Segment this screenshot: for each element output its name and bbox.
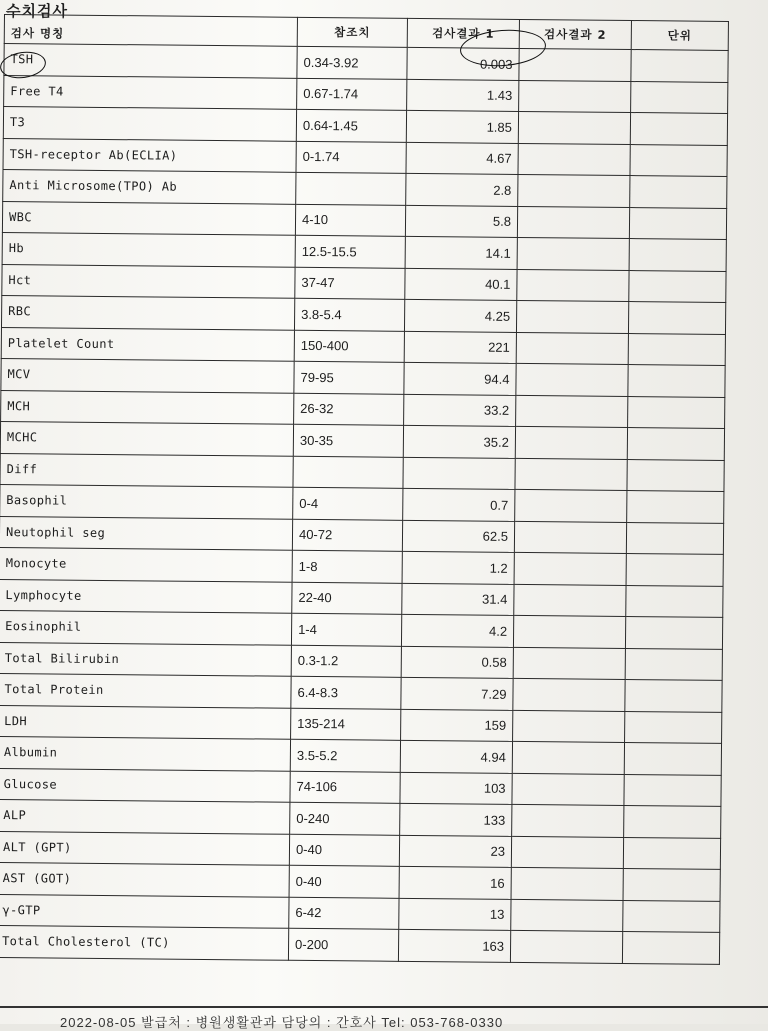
unit-cell [628,333,725,365]
reference-cell [296,172,406,205]
result-1-cell: 35.2 [403,425,515,458]
result-2-cell [511,836,623,869]
unit-cell [627,491,724,523]
test-name-cell: ALT (GPT) [0,831,290,865]
unit-cell [628,396,725,428]
result-1-cell: 5.8 [405,205,517,238]
result-2-cell [514,584,626,617]
header-test-name: 검사 명칭 [4,15,297,47]
test-name-cell: AST (GOT) [0,862,289,896]
result-1-cell: 103 [400,772,512,805]
result-2-cell [515,489,627,522]
test-name-cell: MCHC [0,421,293,455]
reference-cell: 3.5-5.2 [290,739,400,772]
result-2-cell [518,143,630,176]
test-name-cell: TSH-receptor Ab(ECLIA) [3,138,296,172]
unit-cell [630,144,727,176]
result-2-cell [513,647,625,680]
reference-cell: 22-40 [292,582,402,615]
reference-cell: 1-4 [291,613,401,646]
reference-cell: 6-42 [289,897,399,930]
unit-cell [626,522,723,554]
header-reference: 참조치 [297,17,407,47]
result-1-cell: 4.25 [404,299,516,332]
unit-cell [625,679,722,711]
test-name-cell: Free T4 [4,75,297,109]
test-name-cell: Albumin [0,736,291,770]
test-name-cell: MCV [1,358,294,392]
reference-cell: 30-35 [293,424,403,457]
result-1-cell: 4.2 [401,614,513,647]
unit-cell [629,239,726,271]
test-name-cell: Platelet Count [1,327,294,361]
reference-cell: 0.34-3.92 [297,46,407,79]
result-1-cell: 221 [404,331,516,364]
test-name-cell: Basophil [0,484,293,518]
unit-cell [622,931,719,963]
reference-cell: 37-47 [295,267,405,300]
test-name-cell: WBC [2,201,295,235]
result-2-cell [519,80,631,113]
reference-cell: 26-32 [294,393,404,426]
unit-cell [628,302,725,334]
result-1-cell: 0.003 [407,47,519,80]
result-2-cell [513,710,625,743]
unit-cell [626,585,723,617]
reference-cell: 3.8-5.4 [294,298,404,331]
test-name-cell: RBC [1,295,294,329]
result-1-cell: 1.85 [406,110,518,143]
test-name-cell: Total Protein [0,673,291,707]
result-1-cell: 23 [399,835,511,868]
result-2-cell [514,521,626,554]
reference-cell: 1-8 [292,550,402,583]
result-2-cell [516,395,628,428]
result-2-cell [517,269,629,302]
unit-cell [627,428,724,460]
unit-cell [629,270,726,302]
header-result-2: 검사결과 2 [519,19,631,49]
result-2-cell [511,899,623,932]
result-1-cell: 0.7 [403,488,515,521]
unit-cell [624,774,721,806]
reference-cell: 12.5-15.5 [295,235,405,268]
result-2-cell [513,678,625,711]
result-1-cell: 40.1 [405,268,517,301]
unit-cell [623,868,720,900]
test-name-cell: Neutophil seg [0,516,293,550]
footer-divider [0,1006,768,1008]
result-2-cell [516,300,628,333]
result-1-cell: 31.4 [402,583,514,616]
test-name-cell: Lymphocyte [0,579,292,613]
result-1-cell: 133 [400,803,512,836]
test-name-cell: γ-GTP [0,894,289,928]
reference-cell: 40-72 [292,519,402,552]
result-1-cell: 7.29 [401,677,513,710]
result-1-cell: 163 [398,929,510,962]
result-1-cell: 13 [399,898,511,931]
unit-cell [626,553,723,585]
result-2-cell [516,332,628,365]
test-name-cell: Total Cholesterol (TC) [0,925,289,959]
reference-cell: 79-95 [294,361,404,394]
header-result-1: 검사결과 1 [407,18,519,48]
result-2-cell [511,867,623,900]
result-1-cell: 0.58 [401,646,513,679]
result-2-cell [515,426,627,459]
result-1-cell: 2.8 [406,173,518,206]
unit-cell [628,365,725,397]
test-name-cell: Monocyte [0,547,292,581]
test-name-cell: MCH [1,390,294,424]
result-2-cell [512,804,624,837]
reference-cell: 150-400 [294,330,404,363]
result-2-cell [518,174,630,207]
result-2-cell [515,458,627,491]
results-table [0,14,729,964]
test-name-cell: ALP [0,799,290,833]
reference-cell: 0-1.74 [296,141,406,174]
test-name-cell: Glucose [0,768,290,802]
test-name-cell: TSH [4,44,297,78]
test-name-cell: Hb [2,232,295,266]
result-2-cell [517,206,629,239]
unit-cell [623,900,720,932]
unit-cell [631,50,728,82]
result-1-cell: 4.94 [400,740,512,773]
unit-cell [629,207,726,239]
test-name-cell: Anti Microsome(TPO) Ab [3,169,296,203]
result-2-cell [518,111,630,144]
result-2-cell [516,363,628,396]
result-1-cell: 159 [401,709,513,742]
header-unit: 단위 [631,21,728,51]
result-1-cell: 1.2 [402,551,514,584]
reference-cell: 0-40 [289,865,399,898]
reference-cell: 0-240 [290,802,400,835]
unit-cell [627,459,724,491]
result-1-cell [403,457,515,490]
result-1-cell: 33.2 [404,394,516,427]
unit-cell [623,837,720,869]
reference-cell: 0-4 [293,487,403,520]
test-name-cell: Diff [0,453,293,487]
unit-cell [624,805,721,837]
unit-cell [631,81,728,113]
unit-cell [630,176,727,208]
unit-cell [624,742,721,774]
document-title: 수치검사 [6,2,68,20]
reference-cell: 6.4-8.3 [291,676,401,709]
reference-cell: 135-214 [291,708,401,741]
result-2-cell [510,930,622,963]
unit-cell [625,711,722,743]
result-1-cell: 94.4 [404,362,516,395]
test-name-cell: Hct [2,264,295,298]
test-name-cell: T3 [3,107,296,141]
result-2-cell [512,741,624,774]
reference-cell: 0-200 [288,928,398,961]
unit-cell [625,648,722,680]
reference-cell: 4-10 [295,204,405,237]
reference-cell: 74-106 [290,771,400,804]
reference-cell: 0.64-1.45 [296,109,406,142]
result-2-cell [517,237,629,270]
result-1-cell: 14.1 [405,236,517,269]
result-1-cell: 16 [399,866,511,899]
result-2-cell [514,552,626,585]
reference-cell: 0.67-1.74 [297,78,407,111]
test-name-cell: Eosinophil [0,610,292,644]
unit-cell [630,113,727,145]
unit-cell [625,616,722,648]
table-row [0,925,720,963]
test-name-cell: LDH [0,705,291,739]
result-1-cell: 4.67 [406,142,518,175]
reference-cell [293,456,403,489]
result-2-cell [512,773,624,806]
reference-cell: 0.3-1.2 [291,645,401,678]
reference-cell: 0-40 [289,834,399,867]
result-1-cell: 62.5 [402,520,514,553]
result-1-cell: 1.43 [407,79,519,112]
test-name-cell: Total Bilirubin [0,642,291,676]
result-2-cell [513,615,625,648]
footer-text: 2022-08-05 발급처 : 병원생활관과 담당의 : 간호사 Tel: 053-768-0330 [60,1015,504,1030]
